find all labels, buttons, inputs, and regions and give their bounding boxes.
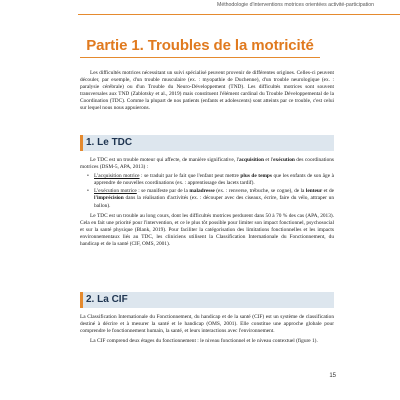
- section-accent-bar: [80, 135, 83, 151]
- section-heading-label: 1. Le TDC: [86, 137, 133, 148]
- section-heading-label: 2. La CIF: [86, 294, 128, 305]
- section-accent-bar: [80, 292, 83, 308]
- running-head-text: Méthodologie d'interventions motrices orientées activité-participation: [217, 2, 374, 8]
- page-number: 15: [329, 373, 336, 379]
- tdc-text-block: [80, 157, 334, 248]
- tdc-lead-paragraph: Le TDC est un trouble moteur qui affecte, de manière significative, l'acquisition et l'exécution des coordinations motrices (DSM-5, APA, 2013) :: [80, 157, 334, 171]
- section-heading-cif: [80, 292, 334, 308]
- running-head: [78, 0, 400, 15]
- cif-paragraph-1: La Classification Internationale du Fonctionnement, du handicap et de la santé (CIF) est un système de classification destiné à décrire et à mesurer la santé et le handicap (OMS, 2001). Elle constitue une approche globale pour comprendre le fonctionnement humain, la santé, et leurs interactions avec l'environnement.: [80, 314, 334, 335]
- title-divider: [80, 57, 320, 58]
- list-item: • L'exécution motrice : se manifeste par de la maladresse (ex. : renverse, trébuche, se cogne), de la lenteur et de l'imprécision dans la réalisation d'activités (ex. : découper avec des ciseaux, écrire, faire du vélo, attraper un ballon).: [94, 188, 334, 209]
- section-heading-tdc: [80, 135, 334, 151]
- intro-paragraph: Les difficultés motrices nécessitant un suivi spécialisé peuvent provenir de différentes origines. Celles-ci peuvent découler, par exemple, d'un trouble musculaire (ex. : myopathie de Duchenne), d'un trouble neurologique (ex. : paralysie cérébrale) ou d'un Trouble du Neuro-Développement (TND). Les difficultés motrices sont souvent transversales aux TND (Zablotsky et al., 2019) mais constituent l'élément cardinal du Trouble Développemental de la Coordination (TDC). Comme la plupart de nos patients (enfants et adolescents) sont atteints par ce trouble, c'est celui sur lequel nous nous appuierons.: [80, 70, 334, 112]
- list-item: • L'acquisition motrice : se traduit par le fait que l'enfant peut mettre plus de temps que les enfants de son âge à apprendre de nouvelles coordinations (ex. : apprentissage des lacets tardif).: [94, 173, 334, 187]
- tdc-bullet-list: [80, 173, 334, 209]
- cif-text-block: [80, 314, 334, 345]
- tdc-paragraph: Le TDC est un trouble au long cours, dont les difficultés motrices perdurent dans 50 à 70 % des cas (APA, 2013). Cela en fait une priorité pour l'intervention, et ce le plus tôt possible pour limiter son impact fonctionnel, psychosocial et sur la santé physique (Blank, 2019). Pour faciliter la catégorisation des limitations fonctionnelles et les impacts environnementaux liés au TDC, les cliniciens utilisent la Classification Internationale du Fonctionnement, du handicap et de la santé (CIF, OMS, 2001).: [80, 212, 334, 248]
- cif-paragraph-2: La CIF comprend deux étages du fonctionnement : le niveau fonctionnel et le niveau contextuel (figure 1).: [90, 338, 318, 345]
- part-title: Partie 1. Troubles de la motricité: [86, 37, 314, 54]
